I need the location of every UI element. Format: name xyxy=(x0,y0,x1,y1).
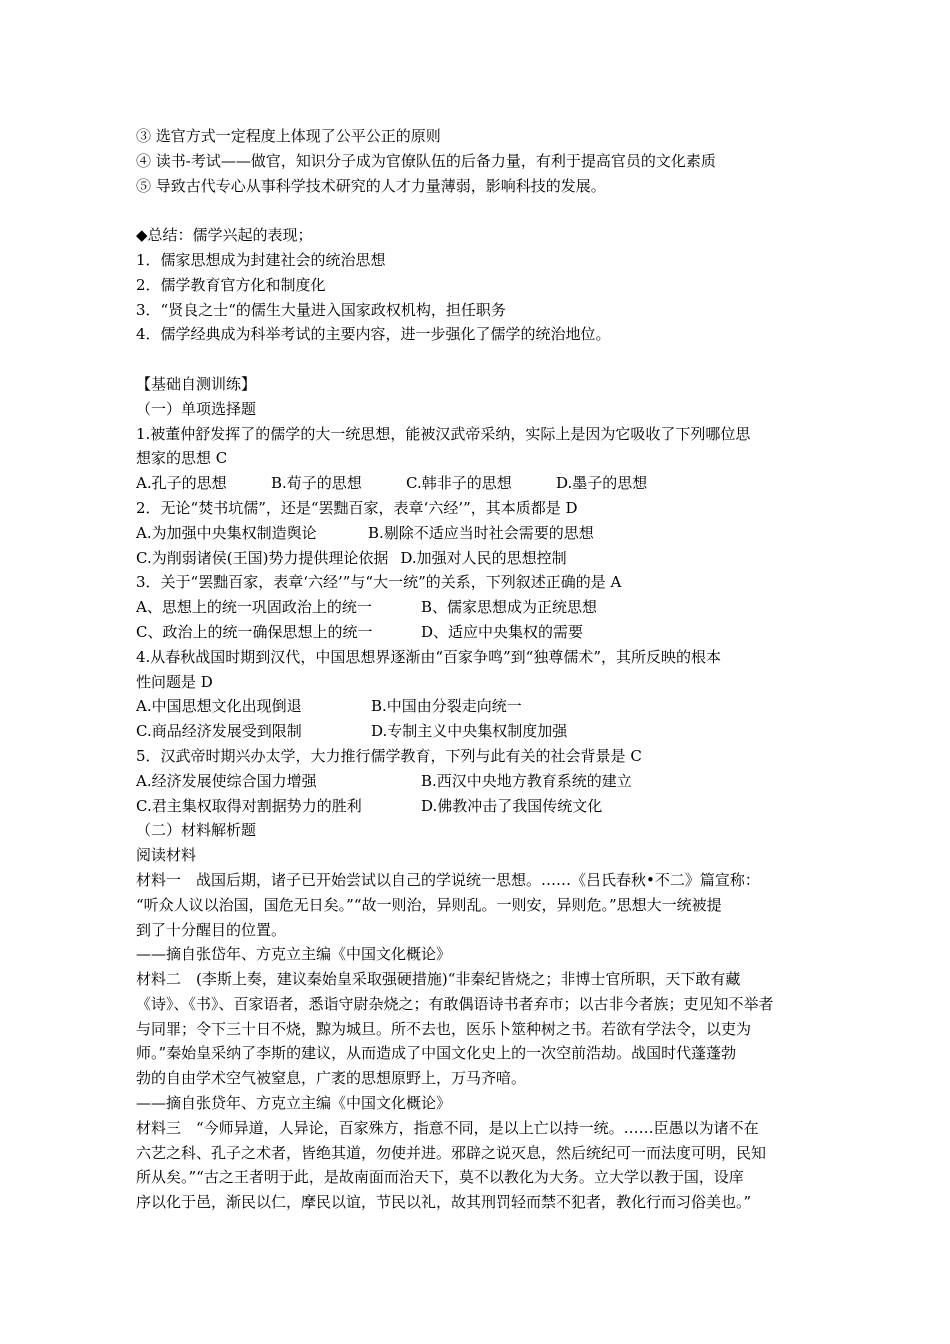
question-options xyxy=(136,694,826,719)
option: B.荀子的思想 xyxy=(271,474,362,493)
option: D.墨子的思想 xyxy=(556,474,648,493)
material-line: 六艺之科、孔子之术者，皆绝其道，勿使并进。邪辟之说灭息，然后统纪可一而法度可明，民知 xyxy=(136,1143,767,1162)
question-stem: 5．汉武帝时期兴办太学，大力推行儒学教育，下列与此有关的社会背景是 C xyxy=(136,746,642,765)
question-options xyxy=(136,769,826,794)
option: B.西汉中央地方教育系统的建立 xyxy=(421,771,632,790)
material-line: 《诗》、《书》、百家语者，悉诣守尉杂烧之；有敢偶语诗书者弃市；以古非今者族；吏见知不举者 xyxy=(136,994,774,1013)
option: C.为削弱诸侯(王国)势力提供理论依据 xyxy=(136,548,389,567)
part-heading: （二）材料解析题 xyxy=(136,821,257,840)
material-line: 与同罪；令下三十日不烧，黥为城旦。所不去也，医乐卜筮种树之书。若欲有学法令，以吏为 xyxy=(136,1019,752,1038)
material-line: 到了十分醒目的位置。 xyxy=(136,920,287,939)
reading-label: 阅读材料 xyxy=(136,846,197,865)
material-source: ——摘自张岱年、方克立主编《中国文化概论》 xyxy=(136,945,452,964)
text-line: ④ 读书-考试——做官，知识分子成为官僚队伍的后备力量，有利于提高官员的文化素质 xyxy=(136,151,716,170)
summary-item: 2．儒学教育官方化和制度化 xyxy=(136,275,326,294)
option: A、思想上的统一巩固政治上的统一 xyxy=(136,598,372,617)
question-options xyxy=(136,595,826,620)
question-stem: 4.从春秋战国时期到汉代，中国思想界逐渐由“百家争鸣”到“独尊儒术”，其所反映的根本 xyxy=(136,647,721,666)
summary-item: 1．儒家思想成为封建社会的统治思想 xyxy=(136,250,386,269)
material-line: 材料一 战国后期，诸子已开始尝试以自己的学说统一思想。……《吕氏春秋•不二》篇宣称： xyxy=(136,870,760,889)
question-options xyxy=(136,521,826,546)
material-line: “听众人议以治国，国危无日矣。”“故一则治，异则乱。一则安，异则危。”思想大一统被提 xyxy=(136,895,722,914)
summary-title: ◆总结：儒学兴起的表现； xyxy=(136,226,313,245)
material-line: 材料二 (李斯上奏，建议秦始皇采取强硬措施)“非秦纪皆烧之；非博士官所职，天下敢有藏 xyxy=(136,970,741,989)
material-line: 师。”秦始皇采纳了李斯的建议，从而造成了中国文化史上的一次空前浩劫。战国时代蓬蓬勃 xyxy=(136,1044,737,1063)
material-line: 材料三 “今师异道，人异论，百家殊方，指意不同，是以上亡以持一统。……臣愚以为诸不在 xyxy=(136,1118,759,1137)
part-heading: （一）单项选择题 xyxy=(136,399,257,418)
material-line: 所从矣。”“古之王者明于此，是故南面而治天下，莫不以教化为大务。立大学以教于国，设庠 xyxy=(136,1168,744,1187)
option: A.经济发展使综合国力增强 xyxy=(136,771,317,790)
text-line: ③ 选官方式一定程度上体现了公平公正的原则 xyxy=(136,127,441,145)
material-line: 序以化于邑，渐民以仁，摩民以谊，节民以礼，故其刑罚轻而禁不犯者，教化行而习俗美也。” xyxy=(136,1193,752,1212)
option: C.商品经济发展受到限制 xyxy=(136,722,302,741)
option: B.中国由分裂走向统一 xyxy=(371,697,522,716)
section-heading: 【基础自测训练】 xyxy=(136,374,257,393)
option: A.中国思想文化出现倒退 xyxy=(136,697,302,716)
option: C.韩非子的思想 xyxy=(406,474,512,493)
material-source: ——摘自张贷年、方克立主编《中国文化概论》 xyxy=(136,1094,452,1113)
question-stem: 1.被董仲舒发挥了的儒学的大一统思想，能被汉武帝采纳，实际上是因为它吸收了下列哪位思 xyxy=(136,424,751,443)
option: B、儒家思想成为正统思想 xyxy=(421,598,598,617)
text-line: ⑤ 导致古代专心从事科学技术研究的人才力量薄弱，影响科技的发展。 xyxy=(136,176,606,195)
option: A.为加强中央集权制造舆论 xyxy=(136,523,317,542)
question-stem: 想家的思想 C xyxy=(136,449,228,468)
question-stem: 性问题是 D xyxy=(136,672,213,691)
document-page xyxy=(136,124,826,1215)
question-stem: 3．关于“罢黜百家，表章‘六经’”与“大一统”的关系，下列叙述正确的是 A xyxy=(136,573,622,592)
option: D.佛教冲击了我国传统文化 xyxy=(421,796,603,815)
summary-item: 4．儒学经典成为科举考试的主要内容，进一步强化了儒学的统治地位。 xyxy=(136,325,611,344)
option: A.孔子的思想 xyxy=(136,474,227,493)
option: C.君主集权取得对割据势力的胜利 xyxy=(136,796,362,815)
question-stem: 2．无论“焚书坑儒”，还是“罢黜百家，表章‘六经’”，其本质都是 D xyxy=(136,498,578,517)
question-options xyxy=(136,620,826,645)
option: D.加强对人民的思想控制 xyxy=(400,548,567,567)
question-options xyxy=(136,794,826,819)
option: D.专制主义中央集权制度加强 xyxy=(371,722,568,741)
summary-item: 3．“贤良之士“的儒生大量进入国家政权机构，担任职务 xyxy=(136,300,506,319)
question-options xyxy=(136,719,826,744)
question-options xyxy=(136,546,826,571)
material-line: 勃的自由学术空气被窒息，广袤的思想原野上，万马齐喑。 xyxy=(136,1069,527,1088)
question-options xyxy=(136,471,826,496)
option: D、适应中央集权的需要 xyxy=(421,622,584,641)
option: B.剔除不适应当时社会需要的思想 xyxy=(368,523,594,542)
option: C、政治上的统一确保思想上的统一 xyxy=(136,622,373,641)
